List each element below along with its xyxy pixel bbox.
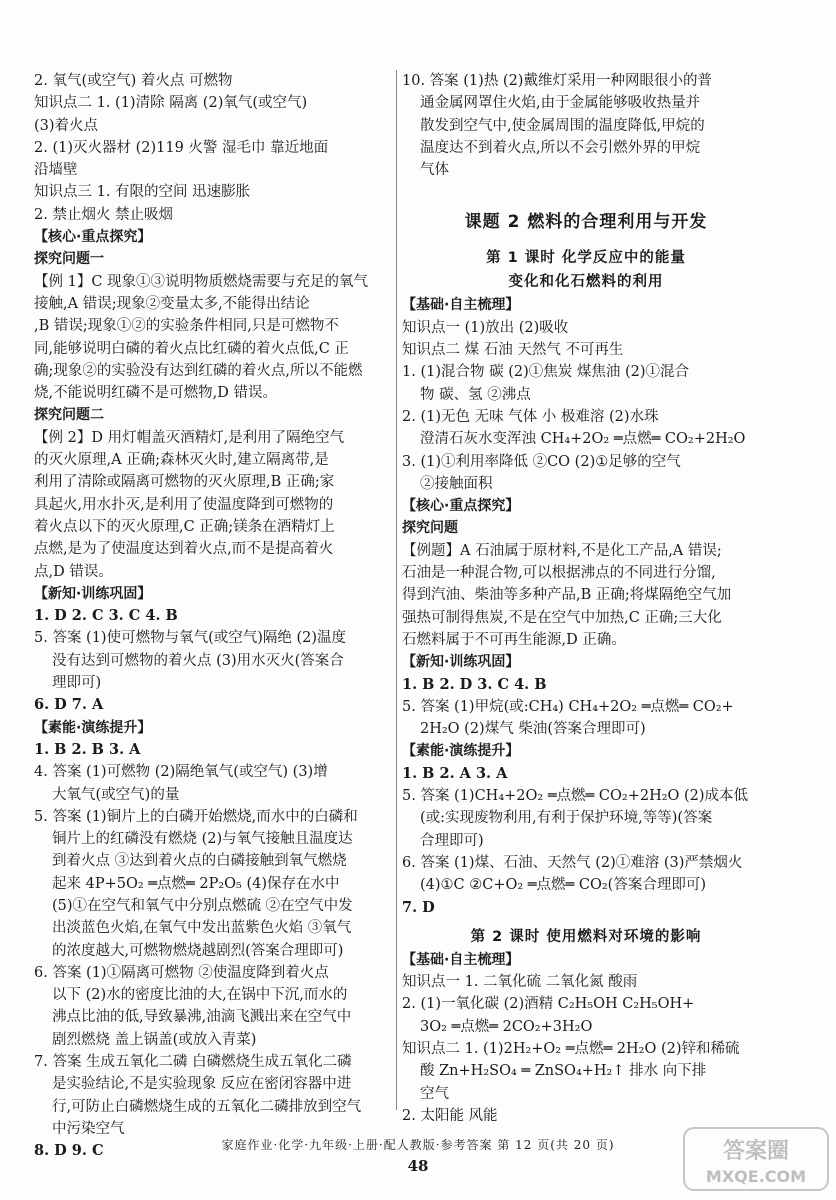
answer-line: 确;现象②的实验没有达到红磷的着火点,所以不能燃: [34, 362, 363, 379]
answer-line: 【例 1】C 现象①③说明物质燃烧需要与充足的氧气: [34, 273, 369, 290]
answer-line: 温度达不到着火点,所以不会引燃外界的甲烷: [420, 139, 701, 156]
answer-line: 2. 氧气(或空气) 着火点 可燃物: [34, 73, 233, 89]
answer-line: 6. D 7. A: [34, 696, 104, 714]
answer-line: 行,可防止白磷燃烧生成的五氧化二磷排放到空气: [52, 1098, 362, 1115]
page-number: 48: [407, 1157, 429, 1175]
answer-line: 10. 答案 (1)热 (2)戴维灯采用一种网眼很小的普: [402, 73, 712, 89]
answer-line: 7. 答案 生成五氧化二磷 白磷燃烧生成五氧化二磷: [34, 1054, 352, 1071]
answer-line: 8. D 9. C: [34, 1142, 104, 1160]
answer-line: 起来 4P+5O₂ ═点燃═ 2P₂O₅ (4)保存在水中: [52, 875, 340, 892]
answer-line: 大氧气(或空气)的量: [52, 786, 180, 803]
answer-line: 澄清石灰水变浑浊 CH₄+2O₂ ═点燃═ CO₂+2H₂O: [420, 431, 746, 448]
answer-line: 石油是一种混合物,可以根据沸点的不同进行分馏,: [402, 565, 716, 582]
section-heading: 【核心·重点探究】: [402, 498, 520, 515]
answer-line: 1. (1)混合物 碳 (2)①焦炭 煤焦油 (2)①混合: [402, 364, 689, 381]
answer-line: 强热可制得焦炭,不是在空气中加热,C 正确;三大化: [402, 609, 722, 626]
section-heading: 【新知·训练巩固】: [34, 585, 152, 602]
lesson-1-title-line1: 第 1 课时 化学反应中的能量: [486, 250, 686, 267]
section-heading: 探究问题一: [34, 251, 104, 268]
section-heading: 【基础·自主梳理】: [402, 297, 520, 314]
answer-line: 1. D 2. C 3. C 4. B: [34, 607, 178, 625]
answer-line: 6. 答案 (1)①隔离可燃物 ②使温度降到着火点: [34, 964, 329, 981]
right-block-continued-answers: [402, 70, 770, 181]
answer-line: 3. (1)①利用率降低 ②CO (2)①足够的空气: [402, 453, 681, 470]
section-heading: 探究问题二: [34, 407, 104, 424]
answer-line: (3)着火点: [34, 117, 99, 134]
answer-line: 通金属网罩住火焰,由于金属能够吸收热量并: [420, 95, 701, 112]
answer-line: ,B 错误;现象①②的实验条件相同,只是可燃物不: [34, 318, 339, 335]
answer-line: 点燃,是为了使温度达到着火点,而不是提高着火: [34, 541, 334, 558]
answer-line: 酸 Zn+H₂SO₄ ═ ZnSO₄+H₂↑ 排水 向下排: [420, 1063, 707, 1080]
answer-line: 气体: [420, 162, 449, 179]
answer-line: 理即可): [52, 675, 102, 692]
watermark-line1: 答案圈: [722, 1139, 790, 1164]
answer-line: 6. 答案 (1)煤、石油、天然气 (2)①难溶 (3)严禁烟火: [402, 854, 743, 871]
answer-line: 知识点二 煤 石油 天然气 不可再生: [402, 342, 624, 359]
answer-line: 沸点比油的低,导致暴沸,油滴飞溅出来在空气中: [52, 1009, 352, 1026]
answer-line: 着火点以下的灭火原理,C 正确;镁条在酒精灯上: [34, 518, 335, 535]
lesson-2-answers: [402, 949, 770, 1127]
page-footer: 家庭作业·化学·九年级·上册·配人教版·参考答案 第 12 页(共 20 页): [221, 1138, 615, 1152]
answer-line: 1. B 2. B 3. A: [34, 740, 141, 758]
answer-line: 【例 2】D 用灯帽盖灭酒精灯,是利用了隔绝空气: [34, 429, 345, 446]
lesson-1-title-line2: 变化和化石燃料的利用: [508, 274, 664, 291]
watermark-logo: [682, 1124, 830, 1194]
watermark-line2: MXQE.COM: [705, 1167, 807, 1186]
left-column: [34, 70, 406, 1163]
answer-line: (4)①C ②C+O₂ ═点燃═ CO₂(答案合理即可): [420, 877, 706, 894]
answer-line: 石燃料属于不可再生能源,D 正确。: [402, 631, 626, 648]
answer-line: 【例题】A 石油属于原材料,不是化工产品,A 错误;: [402, 542, 722, 559]
answer-line: 3O₂ ═点燃═ 2CO₂+3H₂O: [420, 1018, 593, 1035]
section-heading: 【核心·重点探究】: [34, 229, 152, 246]
answer-line: 是实验结论,不是实验现象 反应在密闭容器中进: [52, 1076, 352, 1093]
lesson-1-answers: [402, 294, 770, 918]
answer-line: ②接触面积: [420, 475, 493, 492]
answer-line: 同,能够说明白磷的着火点比红磷的着火点低,C 正: [34, 340, 349, 357]
section-heading: 【基础·自主梳理】: [402, 951, 520, 968]
answer-line: 2H₂O (2)煤气 柴油(答案合理即可): [420, 721, 646, 738]
section-heading: 【新知·训练巩固】: [402, 654, 520, 671]
answer-line: (或:实现废物利用,有利于保护环境,等等)(答案: [420, 810, 713, 827]
answer-line: 知识点一 1. 二氧化硫 二氧化氮 酸雨: [402, 974, 638, 991]
answer-line: 出淡蓝色火焰,在氧气中发出蓝紫色火焰 ③氧气: [52, 920, 352, 937]
answer-line: 物 碳、氢 ②沸点: [420, 386, 531, 403]
answer-line: 7. D: [402, 898, 435, 916]
section-heading: 探究问题: [402, 520, 458, 537]
answer-line: 散发到空气中,使金属周围的温度降低,甲烷的: [420, 117, 705, 134]
answer-line: 2. 太阳能 风能: [402, 1107, 498, 1124]
answer-line: 2. (1)灭火器材 (2)119 火警 湿毛巾 靠近地面: [34, 139, 329, 156]
answer-line: 中污染空气: [52, 1120, 125, 1137]
answer-line: 5. 答案 (1)使可燃物与氧气(或空气)隔绝 (2)温度: [34, 630, 347, 647]
answer-line: 1. B 2. A 3. A: [402, 764, 508, 782]
watermark-logo-graphic: [682, 1124, 830, 1194]
answer-line: 铜片上的红磷没有燃烧 (2)与氧气接触且温度达: [52, 831, 353, 848]
answer-line: 5. 答案 (1)甲烷(或:CH₄) CH₄+2O₂ ═点燃═ CO₂+: [402, 698, 734, 715]
answer-line: 沿墙壁: [34, 162, 78, 179]
answer-line: 知识点一 (1)放出 (2)吸收: [402, 319, 569, 336]
lesson-2-title: 第 2 课时 使用燃料对环境的影响: [470, 928, 702, 945]
answer-line: 利用了清除或隔离可燃物的灭火原理,B 正确;家: [34, 474, 335, 491]
answer-line: 2. 禁止烟火 禁止吸烟: [34, 206, 174, 223]
topic-2-title: 课题 2 燃料的合理利用与开发: [464, 212, 708, 233]
answer-line: 得到汽油、柴油等多种产品,B 正确;将煤隔绝空气加: [402, 587, 732, 604]
answer-line: 剧烈燃烧 盖上锅盖(或放入青菜): [52, 1031, 257, 1048]
answer-line: 2. (1)无色 无味 气体 小 极难溶 (2)水珠: [402, 408, 659, 425]
answer-line: 5. 答案 (1)CH₄+2O₂ ═点燃═ CO₂+2H₂O (2)成本低: [402, 788, 749, 805]
section-heading: 【素能·演练提升】: [402, 743, 520, 760]
answer-line: 4. 答案 (1)可燃物 (2)隔绝氧气(或空气) (3)增: [34, 764, 328, 781]
answer-line: (5)①在空气和氧气中分别点燃硫 ②在空气中发: [52, 897, 353, 914]
answer-line: 空气: [420, 1085, 449, 1102]
answer-line: 知识点三 1. 有限的空间 迅速膨胀: [34, 184, 251, 201]
answer-line: 2. (1)一氧化碳 (2)酒精 C₂H₅OH C₂H₅OH+: [402, 996, 695, 1013]
answer-line: 知识点二 1. (1)清除 隔离 (2)氧气(或空气): [34, 95, 308, 112]
answer-line: 知识点二 1. (1)2H₂+O₂ ═点燃═ 2H₂O (2)锌和稀硫: [402, 1040, 740, 1057]
answer-line: 接触,A 错误;现象②变量太多,不能得出结论: [34, 295, 310, 312]
answer-line: 没有达到可燃物的着火点 (3)用水灭火(答案合: [52, 652, 344, 669]
answer-line: 具起火,用水扑灭,是利用了使温度降到可燃物的: [34, 496, 334, 513]
answer-line: 1. B 2. D 3. C 4. B: [402, 675, 547, 693]
answer-line: 合理即可): [420, 832, 484, 849]
answer-line: 烧,不能说明红磷不是可燃物,D 错误。: [34, 385, 277, 402]
answer-line: 的灭火原理,A 正确;森林灭火时,建立隔离带,是: [34, 452, 329, 469]
answer-line: 到着火点 ③达到着火点的白磷接触到氧气燃烧: [52, 853, 347, 870]
answer-line: 的浓度越大,可燃物燃烧越剧烈(答案合理即可): [52, 942, 344, 959]
section-heading: 【素能·演练提升】: [34, 719, 152, 736]
answer-line: 以下 (2)水的密度比油的大,在锅中下沉,而水的: [52, 987, 348, 1004]
answer-line: 点,D 错误。: [34, 563, 113, 580]
right-column: [402, 70, 770, 1127]
answer-line: 5. 答案 (1)铜片上的白磷开始燃烧,而水中的白磷和: [34, 808, 358, 825]
